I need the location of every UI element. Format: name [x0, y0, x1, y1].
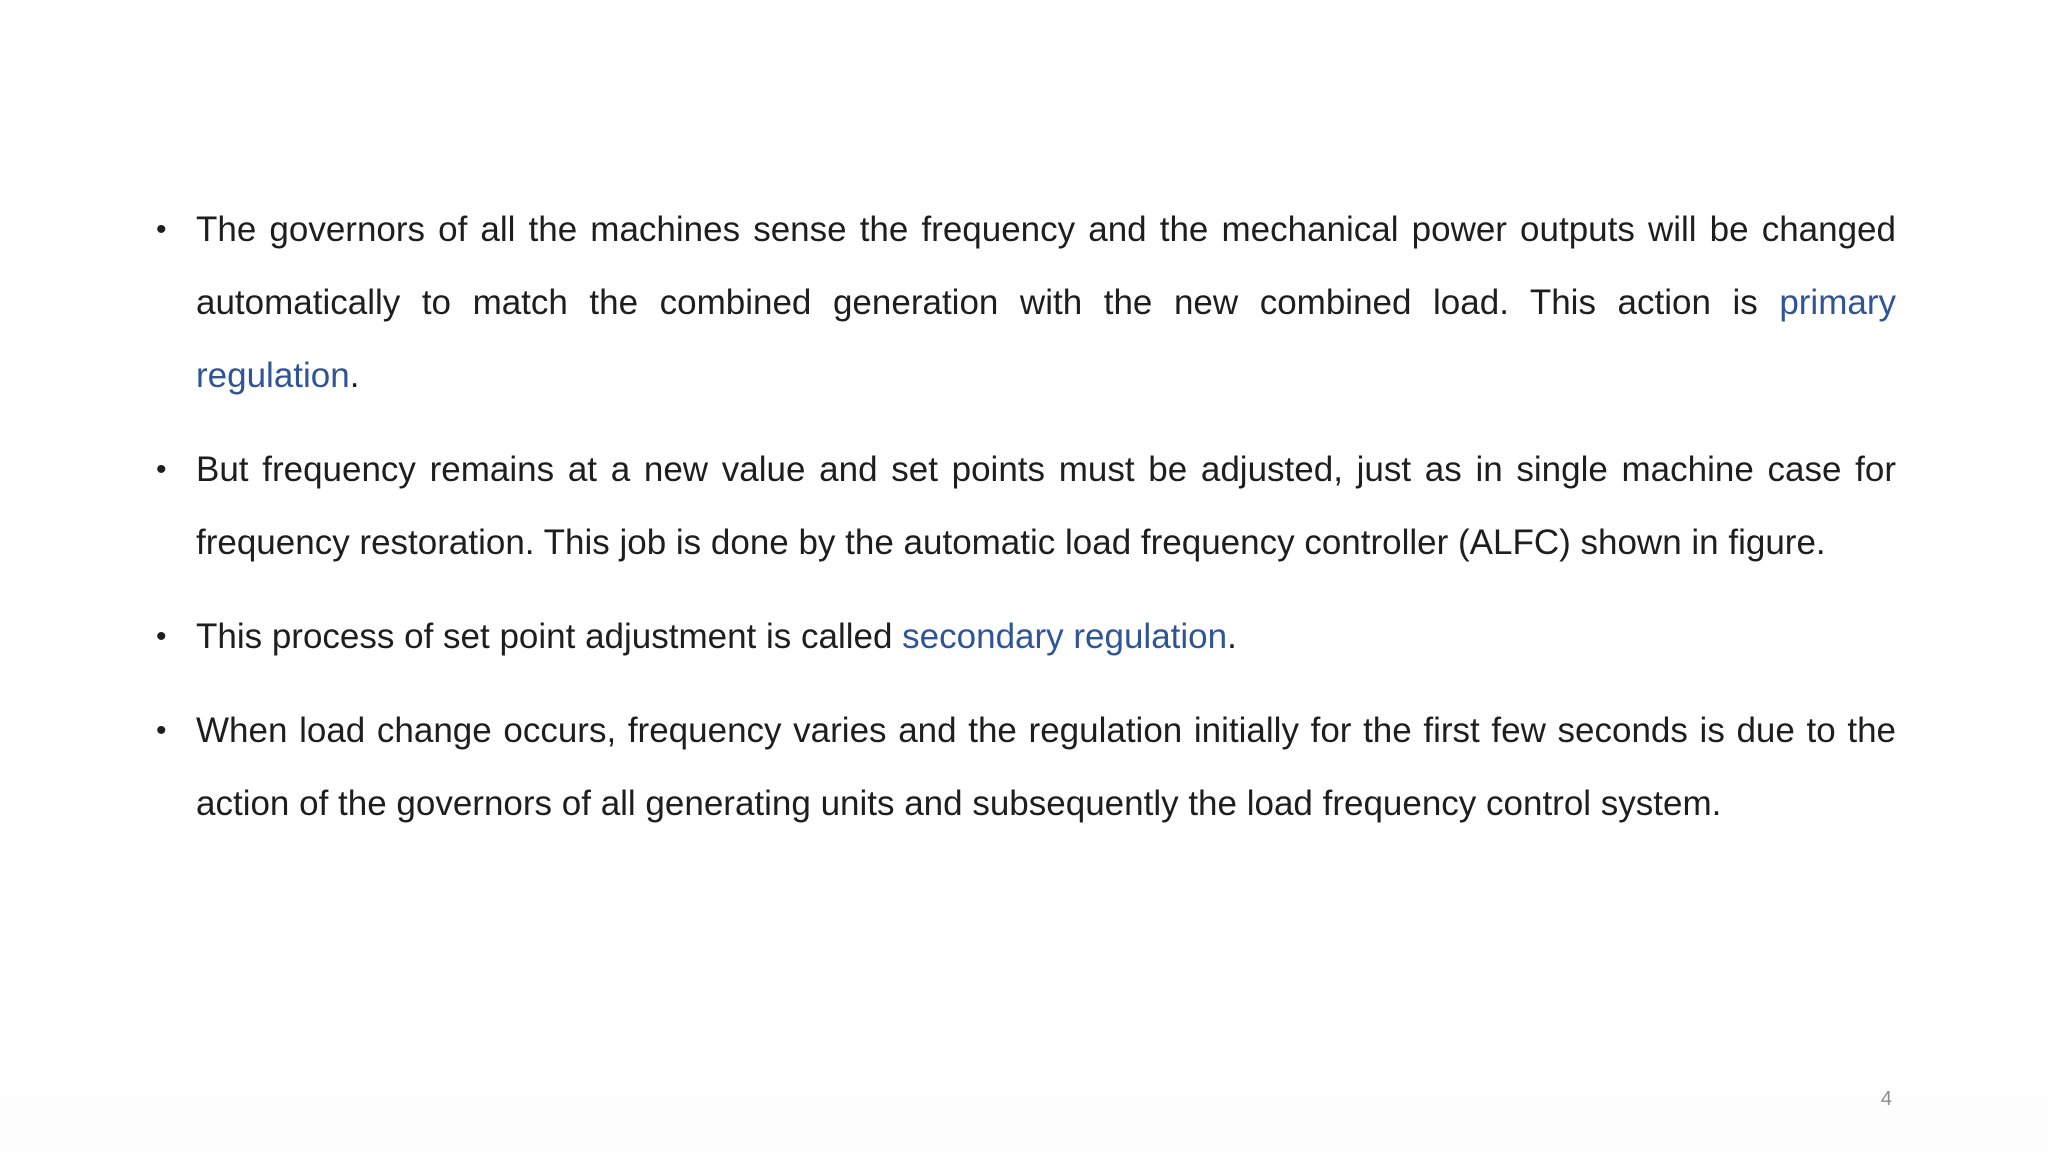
page-number: 4 — [1880, 1088, 1892, 1110]
bullet-dot-icon: • — [156, 714, 167, 747]
highlight-term: secondary regulation — [902, 617, 1228, 656]
highlight-term: primary regulation — [196, 283, 1896, 395]
bullet-dot-icon: • — [156, 620, 167, 653]
bullet-item-secondary-regulation — [156, 600, 1896, 673]
bullet-dot-icon: • — [156, 213, 167, 246]
bullet-text: When load change occurs, frequency varies and the regulation initially for the first few seconds is due to the action of the governors of all generating units and subsequently the load frequency control system. — [196, 711, 1896, 823]
bullet-item-load-change — [156, 694, 1896, 840]
bullet-list — [156, 193, 1896, 861]
bullet-text: The governors of all the machines sense the frequency and the mechanical power outputs will be changed automatically to match the combined generation with the new combined load. This action is — [196, 210, 1896, 322]
bullet-text: But frequency remains at a new value and set points must be adjusted, just as in single machine case for frequency restoration. This job is done by the automatic load frequency controller (ALFC) shown in figure. — [196, 450, 1896, 562]
bullet-item-primary-regulation — [156, 193, 1896, 412]
bullet-text-end: . — [349, 356, 360, 395]
bullet-dot-icon: • — [156, 453, 167, 486]
bullet-text: This process of set point adjustment is called — [196, 617, 903, 656]
bullet-item-frequency-restoration — [156, 433, 1896, 579]
bullet-text-end: . — [1227, 617, 1237, 656]
